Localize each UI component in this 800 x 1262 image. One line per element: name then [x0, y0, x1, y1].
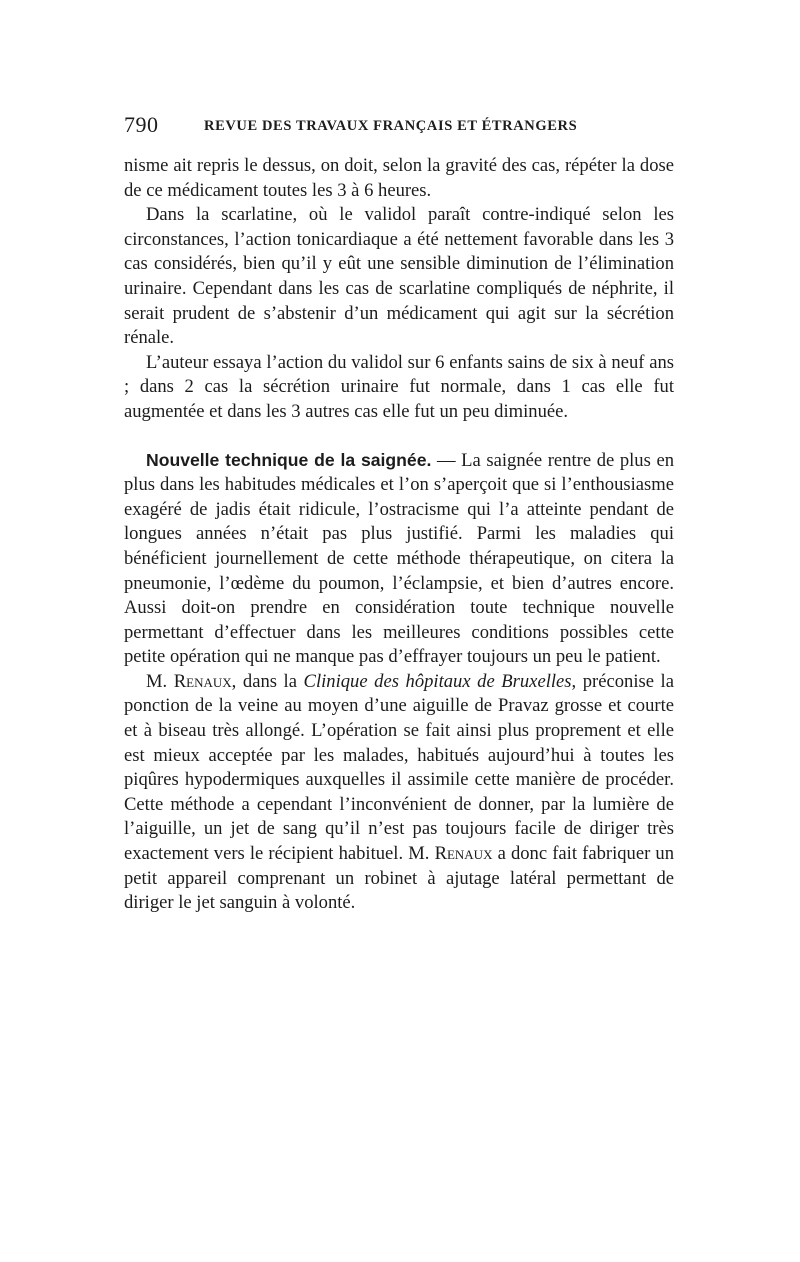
paragraph-renaux-end: a donc fait fabriquer un petit appareil comprenant un robinet à ajutage latéral permettant de diriger le jet sanguin à volonté. — [124, 843, 674, 914]
paragraph-saignee-text: — La saignée rentre de plus en plus dans les habitudes médicales et l’on s’aperçoit que si l’enthousiasme exagéré de jadis était ridicule, l’ostracisme qui l’a atteinte pendant de longues années n’était pas plus justifié. Parmi les maladies qui bénéficient journellement de cette méthode thérapeutique, on citera la pneumonie, l’œdème du poumon, l’éclampsie, et bien d’autres encore. Aussi doit-on prendre en considération toute technique nouvelle permettant d’effectuer dans les meilleures conditions possibles cette petite opération qui ne manque pas d’effrayer toujours un peu le patient. — [124, 449, 674, 668]
article-body — [124, 154, 674, 916]
paragraph-scarlatine: Dans la scarlatine, où le validol paraît contre-indiqué selon les circonstances, l’action tonicardiaque a été nettement favorable dans les 3 cas considérés, bien qu’il y eût une sensible diminution de l’élimination urinaire. Cependant dans les cas de scarlatine compliqués de néphrite, il serait prudent de s’abstenir d’un médicament qui agit sur la sécrétion rénale. — [124, 204, 674, 349]
running-head — [124, 112, 674, 142]
page-number: 790 — [124, 112, 159, 137]
paragraph-saignee — [124, 448, 674, 670]
section-heading: Nouvelle technique de la saignée. — [146, 449, 432, 470]
journal-title: Clinique des hôpitaux de Bruxelles — [303, 670, 572, 692]
paragraph-enfants-sains: L’auteur essaya l’action du validol sur 6 enfants sains de six à neuf ans ; dans 2 cas la sécrétion urinaire fut normale, dans 1 cas elle fut augmentée et dans les 3 autres cas elle fut un peu diminuée. — [124, 351, 674, 422]
author-name-repeat: Renaux — [434, 843, 493, 865]
paragraph-renaux — [124, 670, 674, 916]
paragraph-renaux-mid: , dans la — [231, 670, 304, 692]
document-page — [124, 112, 674, 916]
paragraph-renaux-prefix: M. — [146, 670, 174, 692]
section-spacer — [124, 425, 674, 448]
paragraph-continuation: nisme ait repris le dessus, on doit, selon la gravité des cas, répéter la dose de ce médicament toutes les 3 à 6 heures. — [124, 155, 674, 201]
running-title: REVUE DES TRAVAUX FRANÇAIS ET ÉTRANGERS — [204, 118, 578, 134]
paragraph-renaux-text: , préconise la ponction de la veine au moyen d’une aiguille de Pravaz grosse et courte et à biseau très allongé. L’opération se fait ainsi plus proprement et elle est mieux acceptée par les malades, habitués aujourd’hui à toutes les piqûres hypodermiques auxquelles il assimile cette manière de procéder. Cette méthode a cependant l’inconvénient de donner, par la lumière de l’aiguille, un jet de sang qu’il n’est pas toujours facile de diriger très exactement vers le récipient habituel. M. — [124, 670, 674, 865]
author-name: Renaux — [173, 670, 232, 692]
